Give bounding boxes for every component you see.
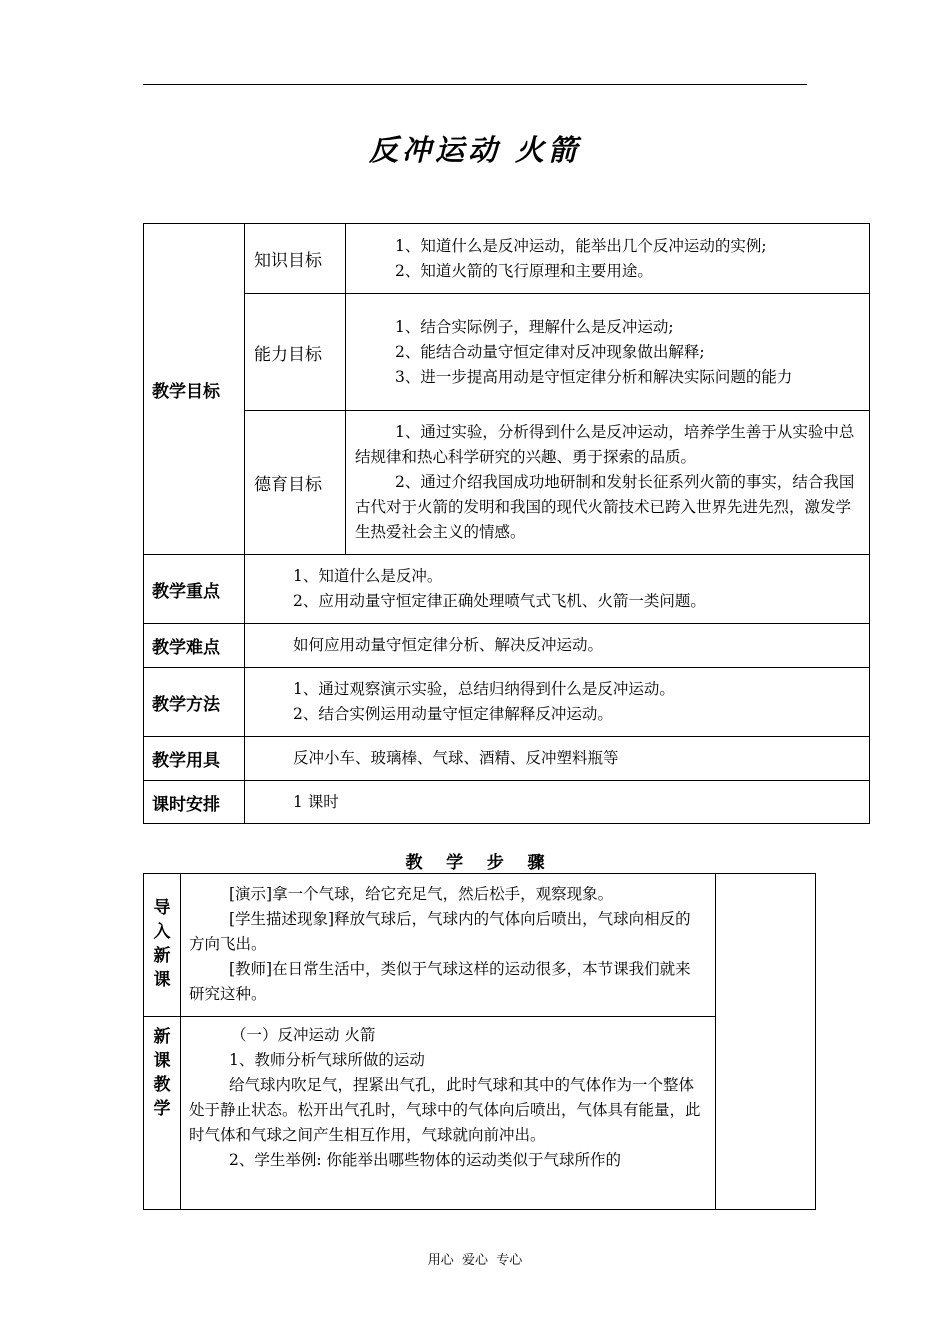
moral-label: 德育目标	[245, 411, 346, 555]
new-lesson-paragraph: 2、学生举例: 你能举出哪些物体的运动类似于气球所作的	[229, 1151, 622, 1169]
notes-column	[716, 874, 816, 1210]
new-lesson-paragraph: （一）反冲运动 火箭	[231, 1026, 376, 1044]
ability-line: 3、进一步提高用动是守恒定律分析和解决实际问题的能力	[395, 367, 793, 386]
intro-content	[181, 874, 716, 1017]
intro-paragraph: [教师]在日常生活中，类似于气球这样的运动很多，本节课我们就来研究这种。	[189, 960, 691, 1003]
method-content	[245, 668, 870, 737]
moral-content	[346, 411, 870, 555]
steps-title: 教 学 步 骤	[405, 853, 545, 873]
steps-table	[143, 873, 816, 1210]
knowledge-line: 1、知道什么是反冲运动，能举出几个反冲运动的实例;	[395, 236, 767, 255]
new-lesson-label-text: 新课教学	[153, 1027, 171, 1119]
method-line: 1、通过观察演示实验，总结归纳得到什么是反冲运动。	[293, 680, 675, 698]
ability-label: 能力目标	[245, 294, 346, 411]
new-lesson-label	[144, 1017, 181, 1210]
moral-line: 2、通过介绍我国成功地研制和发射长征系列火箭的事实，结合我国古代对于火箭的发明和我国的现代火箭技术已跨入世界先进先烈，激发学生热爱社会主义的情感。	[355, 473, 855, 541]
tools-content: 反冲小车、玻璃棒、气球、酒精、反冲塑料瓶等	[245, 737, 870, 781]
intro-label-text: 导入新课	[153, 898, 171, 990]
knowledge-label: 知识目标	[245, 224, 346, 294]
new-lesson-paragraph: 1、教师分析气球所做的运动	[229, 1051, 425, 1069]
schedule-content: 1 课时	[245, 781, 870, 824]
tools-label: 教学用具	[144, 737, 245, 781]
header-rule	[143, 84, 807, 85]
ability-line: 1、结合实际例子，理解什么是反冲运动;	[395, 317, 674, 336]
intro-paragraph: [学生描述现象]释放气球后，气球内的气体向后喷出，气球向相反的方向飞出。	[189, 910, 691, 953]
ability-line: 2、能结合动量守恒定律对反冲现象做出解释;	[395, 342, 705, 361]
objectives-table	[143, 223, 870, 824]
moral-line: 1、通过实验，分析得到什么是反冲运动，培养学生善于从实验中总结规律和热心科学研究的兴趣、勇于探索的品质。	[355, 423, 855, 466]
intro-paragraph: [演示]拿一个气球，给它充足气，然后松手，观察现象。	[229, 885, 614, 903]
key-points-content	[245, 555, 870, 624]
knowledge-line: 2、知道火箭的飞行原理和主要用途。	[395, 261, 653, 280]
key-points-line: 2、应用动量守恒定律正确处理喷气式飞机、火箭一类问题。	[293, 592, 706, 610]
method-line: 2、结合实例运用动量守恒定律解释反冲运动。	[293, 705, 613, 723]
schedule-label: 课时安排	[144, 781, 245, 824]
new-lesson-content	[181, 1017, 716, 1210]
page-title: 反冲运动 火箭	[368, 133, 582, 167]
method-label: 教学方法	[144, 668, 245, 737]
difficulty-label: 教学难点	[144, 624, 245, 668]
page-footer: 用心 爱心 专心	[427, 1253, 523, 1268]
ability-content	[346, 294, 870, 411]
intro-label	[144, 874, 181, 1017]
new-lesson-paragraph: 给气球内吹足气，捏紧出气孔，此时气球和其中的气体作为一个整体处于静止状态。松开出气孔时，气球中的气体向后喷出，气体具有能量，此时气体和气球之间产生相互作用，气球就向前冲出。	[189, 1076, 701, 1144]
key-points-line: 1、知道什么是反冲。	[293, 567, 443, 585]
key-points-label: 教学重点	[144, 555, 245, 624]
difficulty-content: 如何应用动量守恒定律分析、解决反冲运动。	[245, 624, 870, 668]
objectives-label: 教学目标	[144, 224, 245, 555]
knowledge-content	[346, 224, 870, 294]
